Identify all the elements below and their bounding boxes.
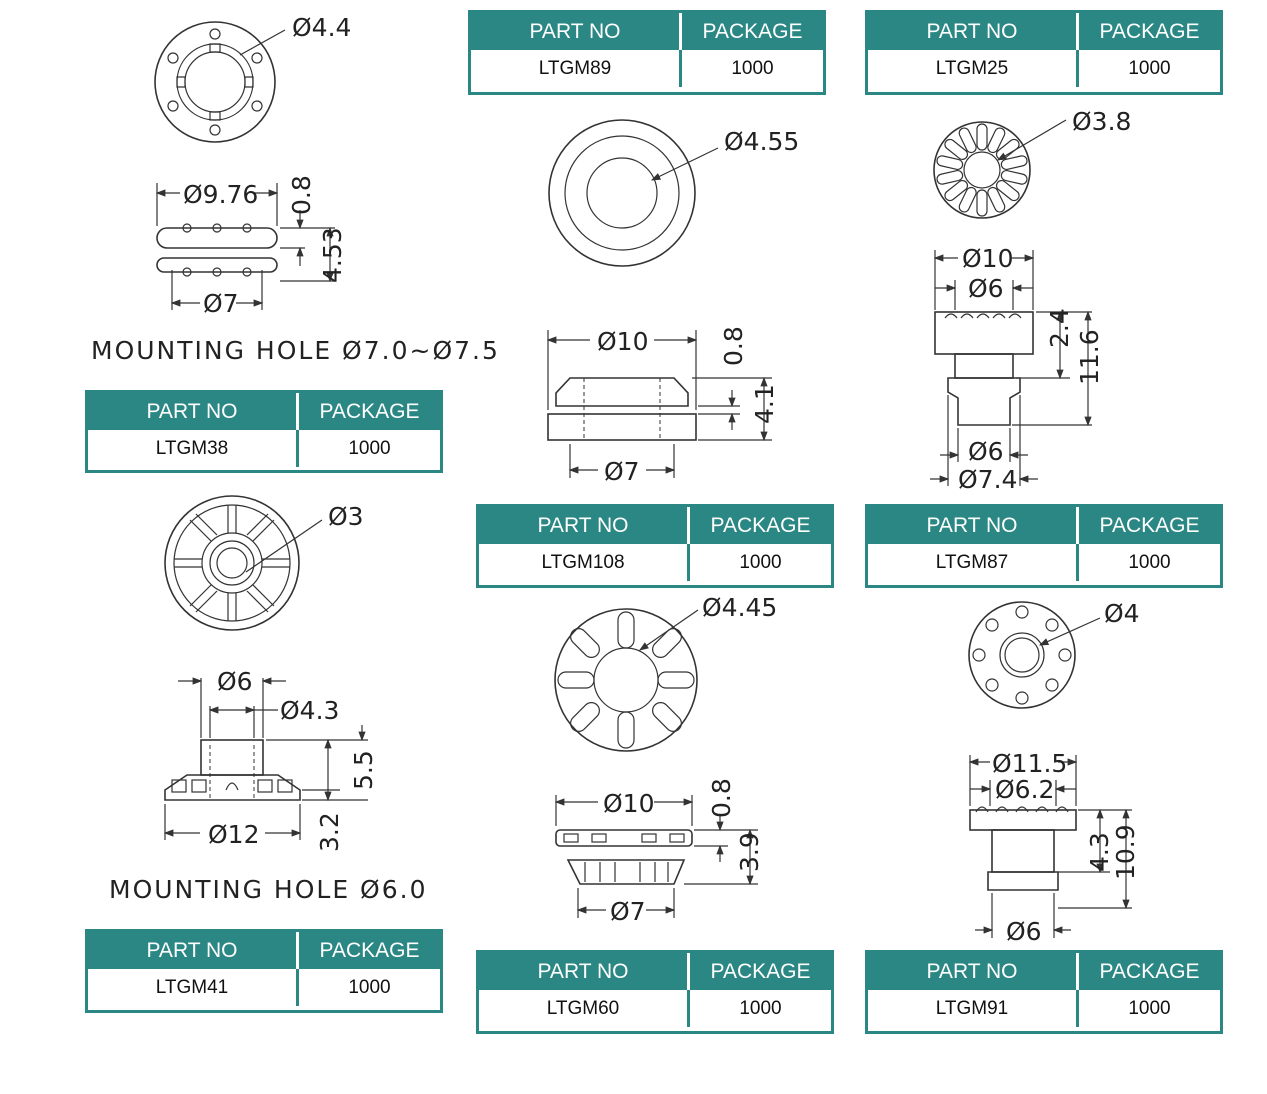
ltgm38-inner-dia: Ø7	[203, 289, 239, 318]
ltgm87-head-dia: Ø10	[962, 244, 1014, 273]
ltgm38-part-table	[85, 390, 443, 473]
part-no-header: PART NO	[926, 959, 1018, 983]
part-no-header: PART NO	[146, 938, 238, 962]
ltgm91-side-view	[970, 749, 1140, 946]
ltgm91-top-view	[969, 599, 1140, 708]
package-value: 1000	[1128, 551, 1171, 573]
package-value: 1000	[739, 997, 782, 1019]
ltgm60-side-view	[556, 778, 764, 926]
package-header: PACKAGE	[702, 19, 803, 43]
package-value: 1000	[348, 437, 391, 459]
ltgm108-height: 4.1	[750, 384, 779, 424]
ltgm60-top-view	[555, 593, 777, 751]
petal-rib	[977, 190, 987, 216]
ltgm87-tail-dia: Ø6	[968, 437, 1004, 466]
ltgm87-inner-dia: Ø6	[968, 274, 1004, 303]
package-header: PACKAGE	[710, 959, 811, 983]
ltgm41-head-dia: Ø6	[217, 667, 253, 696]
package-value: 1000	[1128, 57, 1171, 79]
package-header: PACKAGE	[319, 938, 420, 962]
package-value: 1000	[739, 551, 782, 573]
ltgm87-height: 11.6	[1075, 329, 1104, 385]
package-header: PACKAGE	[1099, 513, 1200, 537]
petal-rib	[958, 126, 978, 154]
ltgm108-part-table	[476, 504, 834, 588]
ltgm91-top-dia-label: Ø4	[1104, 599, 1140, 628]
package-value: 1000	[731, 57, 774, 79]
ltgm108-top-dia-label: Ø4.55	[724, 127, 800, 156]
ltgm38-height: 4.53	[318, 227, 347, 283]
ltgm87-part-table	[865, 504, 1223, 588]
ltgm41-part-table	[85, 929, 443, 1013]
ltgm60-part-table	[476, 950, 834, 1034]
ltgm60-outer-dia: Ø10	[603, 789, 655, 818]
petal-rib	[986, 186, 1006, 214]
ltgm60-height: 3.9	[735, 832, 764, 872]
part-no-value: LTGM89	[538, 57, 612, 79]
ltgm91-collar-height: 4.3	[1085, 832, 1114, 872]
ltgm91-tail-dia: Ø6	[1006, 917, 1042, 946]
petal-rib	[943, 179, 970, 203]
ltgm87-side-view	[930, 244, 1104, 494]
ltgm38-rim-thickness: 0.8	[287, 175, 316, 215]
ltgm91-part-table	[865, 950, 1223, 1034]
package-header: PACKAGE	[710, 513, 811, 537]
package-value: 1000	[348, 976, 391, 998]
ltgm38-outer-dia: Ø9.76	[183, 180, 259, 209]
ltgm41-side-view	[165, 667, 378, 852]
part-no-value: LTGM87	[935, 551, 1009, 573]
part-no-header: PART NO	[926, 19, 1018, 43]
part-no-value: LTGM60	[546, 997, 620, 1019]
ltgm38-mounting-hole-note: MOUNTING HOLE Ø7.0~Ø7.5	[91, 336, 500, 365]
package-header: PACKAGE	[1099, 959, 1200, 983]
package-header: PACKAGE	[1099, 19, 1200, 43]
ltgm41-flange-thickness: 3.2	[315, 812, 344, 852]
petal-rib	[936, 155, 964, 171]
ltgm38-top-view	[155, 13, 351, 142]
ltgm41-flange-dia: Ø12	[208, 820, 260, 849]
petal-rib	[958, 186, 978, 214]
ltgm60-top-dia-label: Ø4.45	[702, 593, 778, 622]
part-no-header: PART NO	[529, 19, 621, 43]
ltgm41-top-dia-label: Ø3	[328, 502, 364, 531]
petal-rib	[943, 137, 970, 161]
part-no-header: PART NO	[537, 959, 629, 983]
ltgm41-inner-dia: Ø4.3	[280, 696, 340, 725]
ltgm38-side-view	[157, 175, 347, 318]
ltgm91-inner-dia: Ø6.2	[995, 775, 1055, 804]
ltgm108-side-view	[548, 326, 779, 486]
petal-rib	[936, 170, 964, 186]
ltgm87-collar-height: 2.4	[1045, 308, 1074, 348]
part-no-value: LTGM108	[541, 551, 625, 573]
ltgm108-inner-dia: Ø7	[604, 457, 640, 486]
ltgm41-top-view	[165, 496, 364, 630]
petal-rib	[995, 179, 1022, 203]
ltgm87-top-dia-label: Ø3.8	[1072, 107, 1132, 136]
ltgm87-top-view	[934, 107, 1131, 218]
ltgm91-height: 10.9	[1111, 824, 1140, 880]
ltgm89-part-table	[468, 10, 826, 95]
ltgm25-part-table	[865, 10, 1223, 95]
part-no-header: PART NO	[926, 513, 1018, 537]
part-no-value: LTGM25	[935, 57, 1009, 79]
package-value: 1000	[1128, 997, 1171, 1019]
package-header: PACKAGE	[319, 399, 420, 423]
part-no-value: LTGM38	[155, 437, 229, 459]
petal-rib	[986, 126, 1006, 154]
ltgm41-mounting-hole-note: MOUNTING HOLE Ø6.0	[109, 875, 428, 904]
part-no-header: PART NO	[146, 399, 238, 423]
part-no-value: LTGM41	[155, 976, 229, 998]
ltgm87-flare-dia: Ø7.4	[958, 465, 1018, 494]
ltgm108-rim-thickness: 0.8	[719, 326, 748, 366]
part-no-header: PART NO	[537, 513, 629, 537]
petal-rib	[1000, 155, 1028, 171]
ltgm108-top-view	[549, 120, 799, 266]
ltgm91-head-dia: Ø11.5	[992, 749, 1068, 778]
ltgm38-top-dia-label: Ø4.4	[292, 13, 352, 42]
ltgm108-outer-dia: Ø10	[597, 327, 649, 356]
ltgm60-rim-thickness: 0.8	[707, 778, 736, 818]
petal-rib	[977, 124, 987, 150]
ltgm60-inner-dia: Ø7	[610, 897, 646, 926]
petal-rib	[1000, 170, 1028, 186]
part-no-value: LTGM91	[935, 997, 1009, 1019]
ltgm41-height: 5.5	[349, 750, 378, 790]
